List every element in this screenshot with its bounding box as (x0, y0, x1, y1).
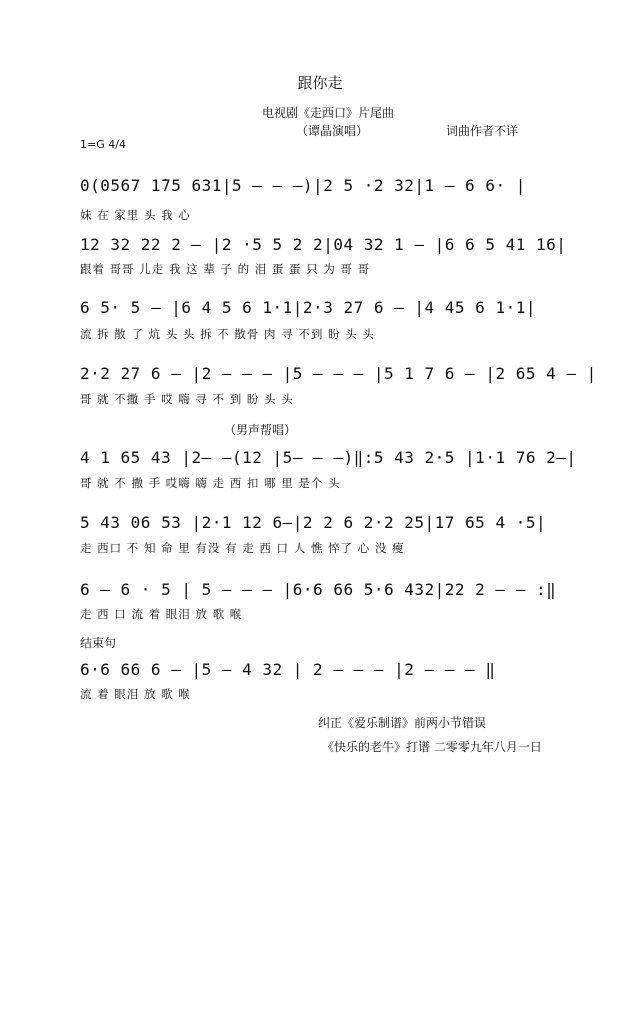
notation-row-6: 5 43 06 53 |2·1 12 6–|2 2 6 2·2 25|17 65 4 ·5| (80, 513, 547, 532)
footer-transcriber-note: 《快乐的老牛》打谱 二零零九年八月一日 (322, 740, 542, 754)
lyric-row-8: 流 着 眼泪 放 歌 喉 (80, 687, 191, 701)
composer-credit: 词曲作者不详 (446, 124, 519, 138)
lyric-row-7: 走 西 口 流 着 眼泪 放 歌 喉 (80, 607, 243, 621)
singer-credit: （谭晶演唱） (296, 124, 369, 138)
lyric-row-3: 流 拆 散 了 炕 头 头 拆 不 散骨 肉 寻 不到 盼 头 头 (80, 327, 375, 341)
lyric-row-4: 哥 就 不撒 手 哎 嗨 寻 不 到 盼 头 头 (80, 392, 294, 406)
lyric-row-5: 哥 就 不 撒 手 哎嗨 嗨 走 西 扣 哪 里 是个 头 (80, 476, 341, 490)
notation-row-4: 2·2 27 6 – |2 – – – |5 – – – |5 1 7 6 – |2 65 4 – | (80, 364, 597, 383)
key-signature: 1=G 4/4 (80, 138, 126, 151)
notation-row-5: 4 1 65 43 |2– –(12 |5– – –)‖:5 43 2·5 |1·1 76 2–| (80, 448, 577, 467)
lyric-row-2: 跟着 哥哥 儿走 我 这 辈 子 的 泪 蛋 蛋 只 为 哥 哥 (80, 262, 371, 276)
subtitle: 电视剧《走西口》片尾曲 (262, 106, 395, 120)
footer-correction-note: 纠正《爱乐制谱》前两小节错误 (318, 716, 487, 730)
male-chorus-label: （男声帮唱） (224, 423, 297, 437)
notation-row-7: 6 – 6 · 5 | 5 – – – |6·6 66 5·6 432|22 2 – – :‖ (80, 580, 557, 599)
notation-row-3: 6 5· 5 – |6 4 5 6 1·1|2·3 27 6 – |4 45 6 1·1| (80, 298, 536, 317)
notation-row-1: 0(0567 1̇75 631|5 – – –)|2 5 ·2 32|1 – 6 6· | (80, 176, 526, 195)
lyric-row-1: 妹 在 家里 头 我 心 (80, 208, 191, 222)
lyric-row-6: 走 西口 不 知 命 里 有没 有 走 西 口 人 憔 悴了 心 没 瘦 (80, 541, 405, 555)
notation-row-8: 6·6 66 6 – |5 – 4 32 | 2 – – – |2 – – – ‖ (80, 660, 496, 679)
notation-row-2: 12 32 22 2 – |2 ·5 5 2 2|04 32 1 – |6 6 5 41 16| (80, 235, 567, 254)
page-title: 跟你走 (297, 74, 343, 92)
ending-label: 结束句 (80, 636, 117, 650)
